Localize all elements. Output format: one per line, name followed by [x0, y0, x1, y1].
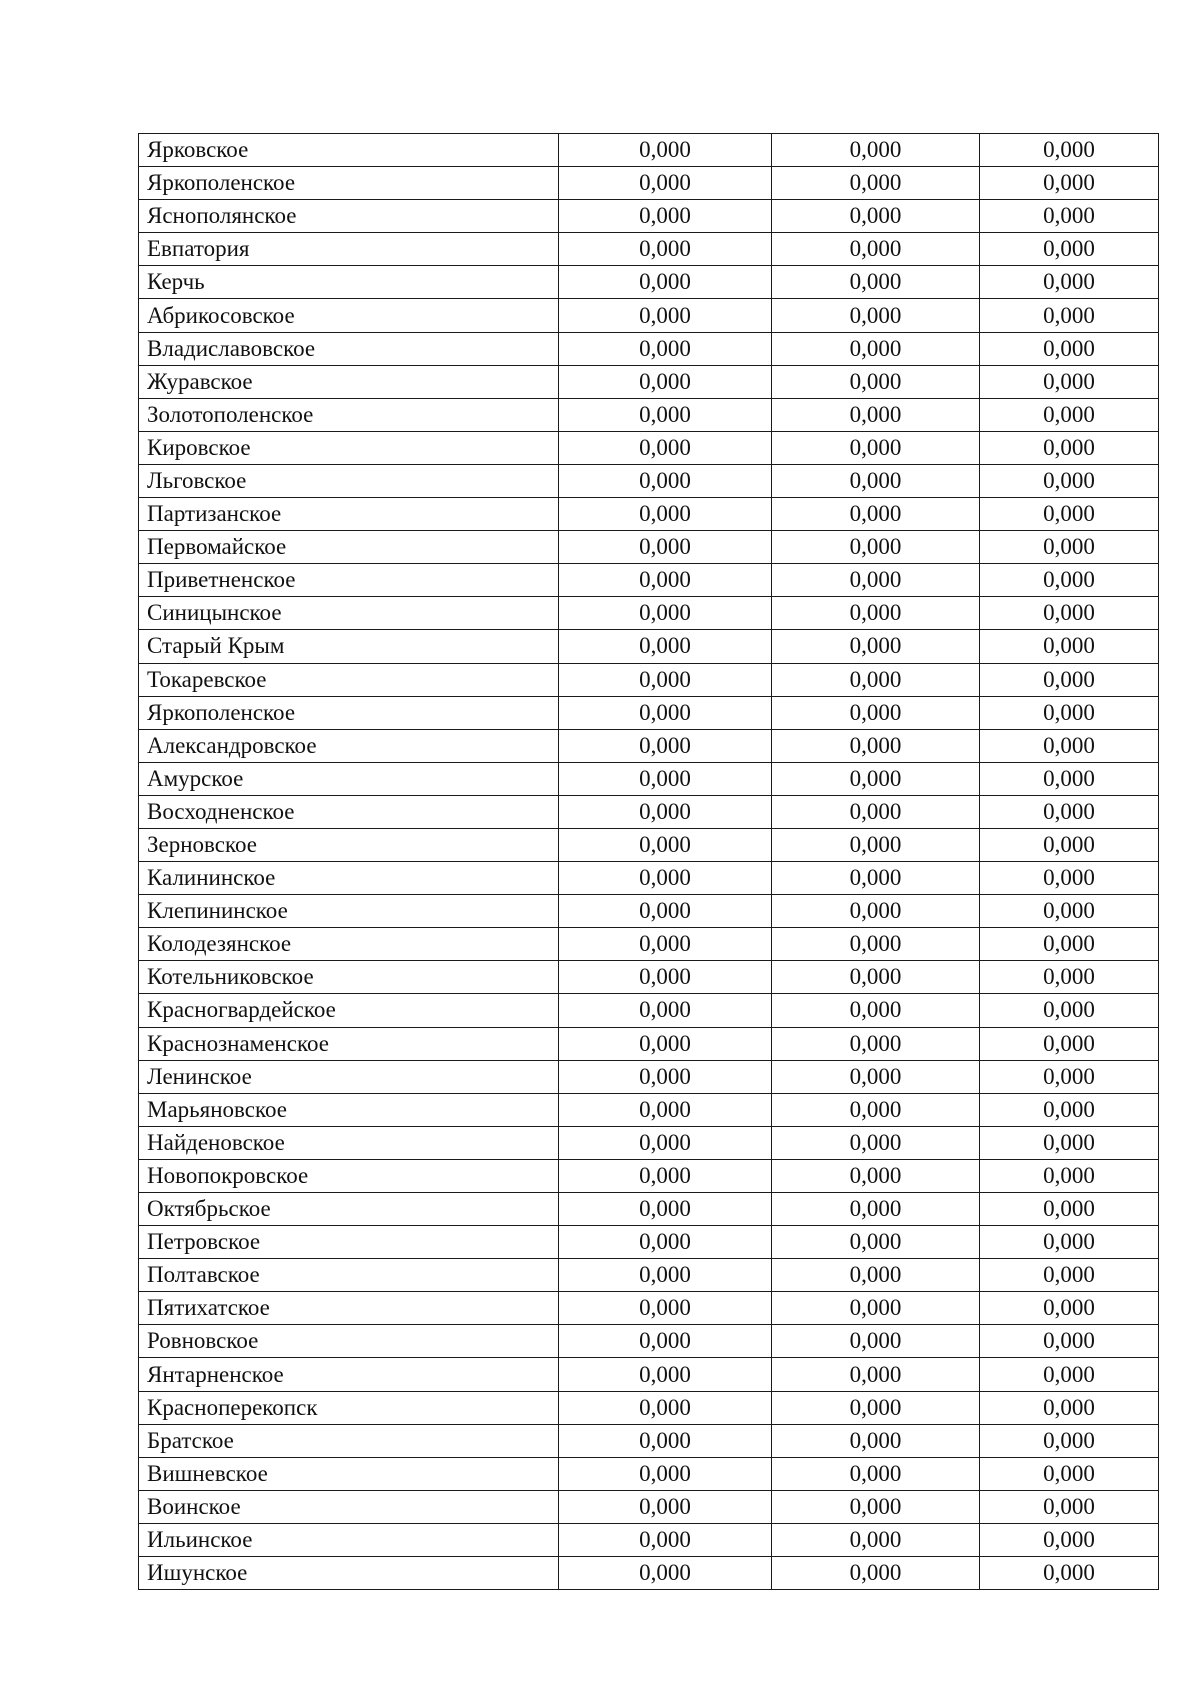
table-row [139, 233, 1159, 266]
value-cell-1: 0,000 [559, 1292, 772, 1325]
settlement-name-cell: Ильинское [139, 1523, 559, 1556]
table-row [139, 994, 1159, 1027]
settlement-name-cell: Петровское [139, 1226, 559, 1259]
value-cell-2: 0,000 [772, 167, 980, 200]
value-cell-2: 0,000 [772, 828, 980, 861]
value-cell-3: 0,000 [980, 531, 1159, 564]
table-row [139, 167, 1159, 200]
value-cell-3: 0,000 [980, 233, 1159, 266]
value-cell-1: 0,000 [559, 663, 772, 696]
value-cell-1: 0,000 [559, 233, 772, 266]
table-row [139, 464, 1159, 497]
value-cell-2: 0,000 [772, 398, 980, 431]
settlement-name-cell: Вишневское [139, 1457, 559, 1490]
settlement-name-cell: Красногвардейское [139, 994, 559, 1027]
value-cell-2: 0,000 [772, 961, 980, 994]
settlement-name-cell: Полтавское [139, 1259, 559, 1292]
value-cell-1: 0,000 [559, 365, 772, 398]
value-cell-1: 0,000 [559, 1391, 772, 1424]
settlement-name-cell: Синицынское [139, 597, 559, 630]
table-row [139, 1193, 1159, 1226]
value-cell-3: 0,000 [980, 1126, 1159, 1159]
table-row [139, 1391, 1159, 1424]
value-cell-2: 0,000 [772, 696, 980, 729]
settlement-name-cell: Льговское [139, 464, 559, 497]
value-cell-1: 0,000 [559, 928, 772, 961]
value-cell-3: 0,000 [980, 1391, 1159, 1424]
value-cell-1: 0,000 [559, 862, 772, 895]
table-row [139, 1159, 1159, 1192]
table-row [139, 1027, 1159, 1060]
table-row [139, 531, 1159, 564]
value-cell-3: 0,000 [980, 928, 1159, 961]
value-cell-3: 0,000 [980, 1259, 1159, 1292]
table-row [139, 1093, 1159, 1126]
value-cell-3: 0,000 [980, 1060, 1159, 1093]
value-cell-2: 0,000 [772, 1226, 980, 1259]
settlement-name-cell: Евпатория [139, 233, 559, 266]
table-row [139, 597, 1159, 630]
value-cell-1: 0,000 [559, 961, 772, 994]
value-cell-2: 0,000 [772, 233, 980, 266]
value-cell-2: 0,000 [772, 1292, 980, 1325]
value-cell-2: 0,000 [772, 1060, 980, 1093]
settlement-name-cell: Старый Крым [139, 630, 559, 663]
value-cell-2: 0,000 [772, 1126, 980, 1159]
table-row [139, 795, 1159, 828]
value-cell-1: 0,000 [559, 630, 772, 663]
value-cell-1: 0,000 [559, 299, 772, 332]
table-row [139, 431, 1159, 464]
value-cell-1: 0,000 [559, 729, 772, 762]
value-cell-3: 0,000 [980, 1292, 1159, 1325]
settlement-name-cell: Амурское [139, 762, 559, 795]
settlement-name-cell: Красноперекопск [139, 1391, 559, 1424]
table-row [139, 332, 1159, 365]
table-row [139, 564, 1159, 597]
value-cell-1: 0,000 [559, 134, 772, 167]
value-cell-3: 0,000 [980, 729, 1159, 762]
settlement-name-cell: Ленинское [139, 1060, 559, 1093]
value-cell-1: 0,000 [559, 167, 772, 200]
value-cell-2: 0,000 [772, 1523, 980, 1556]
settlement-name-cell: Журавское [139, 365, 559, 398]
table-row [139, 928, 1159, 961]
table-row [139, 266, 1159, 299]
value-cell-2: 0,000 [772, 1259, 980, 1292]
settlement-name-cell: Ровновское [139, 1325, 559, 1358]
table-row [139, 1259, 1159, 1292]
settlement-name-cell: Абрикосовское [139, 299, 559, 332]
value-cell-2: 0,000 [772, 498, 980, 531]
value-cell-1: 0,000 [559, 332, 772, 365]
settlement-name-cell: Октябрьское [139, 1193, 559, 1226]
settlement-name-cell: Золотополенское [139, 398, 559, 431]
value-cell-1: 0,000 [559, 1523, 772, 1556]
value-cell-1: 0,000 [559, 1490, 772, 1523]
settlement-name-cell: Новопокровское [139, 1159, 559, 1192]
value-cell-2: 0,000 [772, 1557, 980, 1590]
value-cell-1: 0,000 [559, 1259, 772, 1292]
settlement-name-cell: Восходненское [139, 795, 559, 828]
value-cell-3: 0,000 [980, 299, 1159, 332]
value-cell-2: 0,000 [772, 266, 980, 299]
table-row [139, 498, 1159, 531]
settlement-name-cell: Братское [139, 1424, 559, 1457]
value-cell-1: 0,000 [559, 464, 772, 497]
value-cell-1: 0,000 [559, 1159, 772, 1192]
table-row [139, 134, 1159, 167]
value-cell-2: 0,000 [772, 431, 980, 464]
table-row [139, 862, 1159, 895]
table-row [139, 1292, 1159, 1325]
settlement-name-cell: Марьяновское [139, 1093, 559, 1126]
value-cell-3: 0,000 [980, 762, 1159, 795]
table-body [139, 134, 1159, 1590]
value-cell-3: 0,000 [980, 1226, 1159, 1259]
value-cell-1: 0,000 [559, 200, 772, 233]
table-row [139, 762, 1159, 795]
value-cell-1: 0,000 [559, 1557, 772, 1590]
value-cell-1: 0,000 [559, 1424, 772, 1457]
value-cell-3: 0,000 [980, 1325, 1159, 1358]
settlement-name-cell: Котельниковское [139, 961, 559, 994]
value-cell-3: 0,000 [980, 200, 1159, 233]
settlement-name-cell: Краснознаменское [139, 1027, 559, 1060]
value-cell-1: 0,000 [559, 597, 772, 630]
settlement-name-cell: Александровское [139, 729, 559, 762]
value-cell-2: 0,000 [772, 1027, 980, 1060]
table-row [139, 365, 1159, 398]
table-row [139, 1325, 1159, 1358]
table-row [139, 663, 1159, 696]
value-cell-2: 0,000 [772, 134, 980, 167]
table-row [139, 1126, 1159, 1159]
value-cell-1: 0,000 [559, 498, 772, 531]
value-cell-3: 0,000 [980, 795, 1159, 828]
value-cell-2: 0,000 [772, 299, 980, 332]
value-cell-2: 0,000 [772, 1325, 980, 1358]
value-cell-3: 0,000 [980, 862, 1159, 895]
value-cell-2: 0,000 [772, 564, 980, 597]
value-cell-3: 0,000 [980, 828, 1159, 861]
value-cell-1: 0,000 [559, 895, 772, 928]
value-cell-3: 0,000 [980, 365, 1159, 398]
value-cell-2: 0,000 [772, 464, 980, 497]
value-cell-2: 0,000 [772, 895, 980, 928]
settlement-name-cell: Пятихатское [139, 1292, 559, 1325]
value-cell-3: 0,000 [980, 266, 1159, 299]
value-cell-1: 0,000 [559, 1093, 772, 1126]
value-cell-2: 0,000 [772, 1457, 980, 1490]
settlement-name-cell: Колодезянское [139, 928, 559, 961]
table-row [139, 828, 1159, 861]
table-row [139, 630, 1159, 663]
value-cell-2: 0,000 [772, 597, 980, 630]
value-cell-2: 0,000 [772, 1358, 980, 1391]
table-row [139, 1424, 1159, 1457]
value-cell-3: 0,000 [980, 134, 1159, 167]
table-row [139, 200, 1159, 233]
value-cell-3: 0,000 [980, 167, 1159, 200]
value-cell-2: 0,000 [772, 531, 980, 564]
value-cell-3: 0,000 [980, 564, 1159, 597]
value-cell-3: 0,000 [980, 1490, 1159, 1523]
value-cell-1: 0,000 [559, 994, 772, 1027]
value-cell-1: 0,000 [559, 398, 772, 431]
value-cell-3: 0,000 [980, 398, 1159, 431]
value-cell-3: 0,000 [980, 1424, 1159, 1457]
settlement-name-cell: Яркополенское [139, 696, 559, 729]
value-cell-1: 0,000 [559, 828, 772, 861]
value-cell-1: 0,000 [559, 762, 772, 795]
table-row [139, 696, 1159, 729]
settlement-name-cell: Янтарненское [139, 1358, 559, 1391]
table-row [139, 1523, 1159, 1556]
settlement-name-cell: Владиславовское [139, 332, 559, 365]
table-row [139, 895, 1159, 928]
value-cell-3: 0,000 [980, 1523, 1159, 1556]
value-cell-2: 0,000 [772, 1093, 980, 1126]
table-row [139, 961, 1159, 994]
value-cell-3: 0,000 [980, 1159, 1159, 1192]
value-cell-2: 0,000 [772, 762, 980, 795]
value-cell-1: 0,000 [559, 564, 772, 597]
value-cell-3: 0,000 [980, 1027, 1159, 1060]
value-cell-2: 0,000 [772, 200, 980, 233]
value-cell-2: 0,000 [772, 1193, 980, 1226]
value-cell-3: 0,000 [980, 994, 1159, 1027]
value-cell-3: 0,000 [980, 1457, 1159, 1490]
value-cell-2: 0,000 [772, 1159, 980, 1192]
value-cell-1: 0,000 [559, 1027, 772, 1060]
value-cell-2: 0,000 [772, 1391, 980, 1424]
value-cell-2: 0,000 [772, 365, 980, 398]
settlement-name-cell: Приветненское [139, 564, 559, 597]
value-cell-1: 0,000 [559, 1457, 772, 1490]
value-cell-3: 0,000 [980, 1358, 1159, 1391]
value-cell-3: 0,000 [980, 332, 1159, 365]
value-cell-2: 0,000 [772, 928, 980, 961]
table-row [139, 1060, 1159, 1093]
settlement-name-cell: Яснополянское [139, 200, 559, 233]
settlement-name-cell: Найденовское [139, 1126, 559, 1159]
value-cell-1: 0,000 [559, 531, 772, 564]
value-cell-3: 0,000 [980, 498, 1159, 531]
settlement-name-cell: Калининское [139, 862, 559, 895]
value-cell-1: 0,000 [559, 1193, 772, 1226]
table-row [139, 299, 1159, 332]
value-cell-3: 0,000 [980, 961, 1159, 994]
value-cell-2: 0,000 [772, 630, 980, 663]
value-cell-2: 0,000 [772, 862, 980, 895]
table-row [139, 1457, 1159, 1490]
settlement-name-cell: Ярковское [139, 134, 559, 167]
value-cell-1: 0,000 [559, 696, 772, 729]
value-cell-1: 0,000 [559, 431, 772, 464]
value-cell-2: 0,000 [772, 332, 980, 365]
value-cell-3: 0,000 [980, 663, 1159, 696]
value-cell-1: 0,000 [559, 1126, 772, 1159]
table-row [139, 1557, 1159, 1590]
value-cell-2: 0,000 [772, 795, 980, 828]
settlement-name-cell: Первомайское [139, 531, 559, 564]
value-cell-1: 0,000 [559, 266, 772, 299]
table-row [139, 1226, 1159, 1259]
settlement-name-cell: Зерновское [139, 828, 559, 861]
value-cell-2: 0,000 [772, 663, 980, 696]
value-cell-3: 0,000 [980, 895, 1159, 928]
table-row [139, 729, 1159, 762]
value-cell-2: 0,000 [772, 994, 980, 1027]
settlement-name-cell: Ишунское [139, 1557, 559, 1590]
value-cell-1: 0,000 [559, 1325, 772, 1358]
value-cell-3: 0,000 [980, 597, 1159, 630]
value-cell-3: 0,000 [980, 464, 1159, 497]
value-cell-1: 0,000 [559, 1226, 772, 1259]
value-cell-3: 0,000 [980, 630, 1159, 663]
value-cell-2: 0,000 [772, 729, 980, 762]
value-cell-3: 0,000 [980, 1557, 1159, 1590]
settlement-name-cell: Кировское [139, 431, 559, 464]
settlement-name-cell: Клепининское [139, 895, 559, 928]
value-cell-3: 0,000 [980, 431, 1159, 464]
table-row [139, 398, 1159, 431]
table-row [139, 1358, 1159, 1391]
value-cell-3: 0,000 [980, 1193, 1159, 1226]
settlement-name-cell: Яркополенское [139, 167, 559, 200]
value-cell-3: 0,000 [980, 1093, 1159, 1126]
table-row [139, 1490, 1159, 1523]
value-cell-1: 0,000 [559, 795, 772, 828]
value-cell-1: 0,000 [559, 1060, 772, 1093]
settlement-name-cell: Токаревское [139, 663, 559, 696]
value-cell-3: 0,000 [980, 696, 1159, 729]
value-cell-2: 0,000 [772, 1424, 980, 1457]
value-cell-2: 0,000 [772, 1490, 980, 1523]
data-table [138, 133, 1159, 1590]
settlement-name-cell: Воинское [139, 1490, 559, 1523]
settlement-name-cell: Керчь [139, 266, 559, 299]
value-cell-1: 0,000 [559, 1358, 772, 1391]
settlement-name-cell: Партизанское [139, 498, 559, 531]
